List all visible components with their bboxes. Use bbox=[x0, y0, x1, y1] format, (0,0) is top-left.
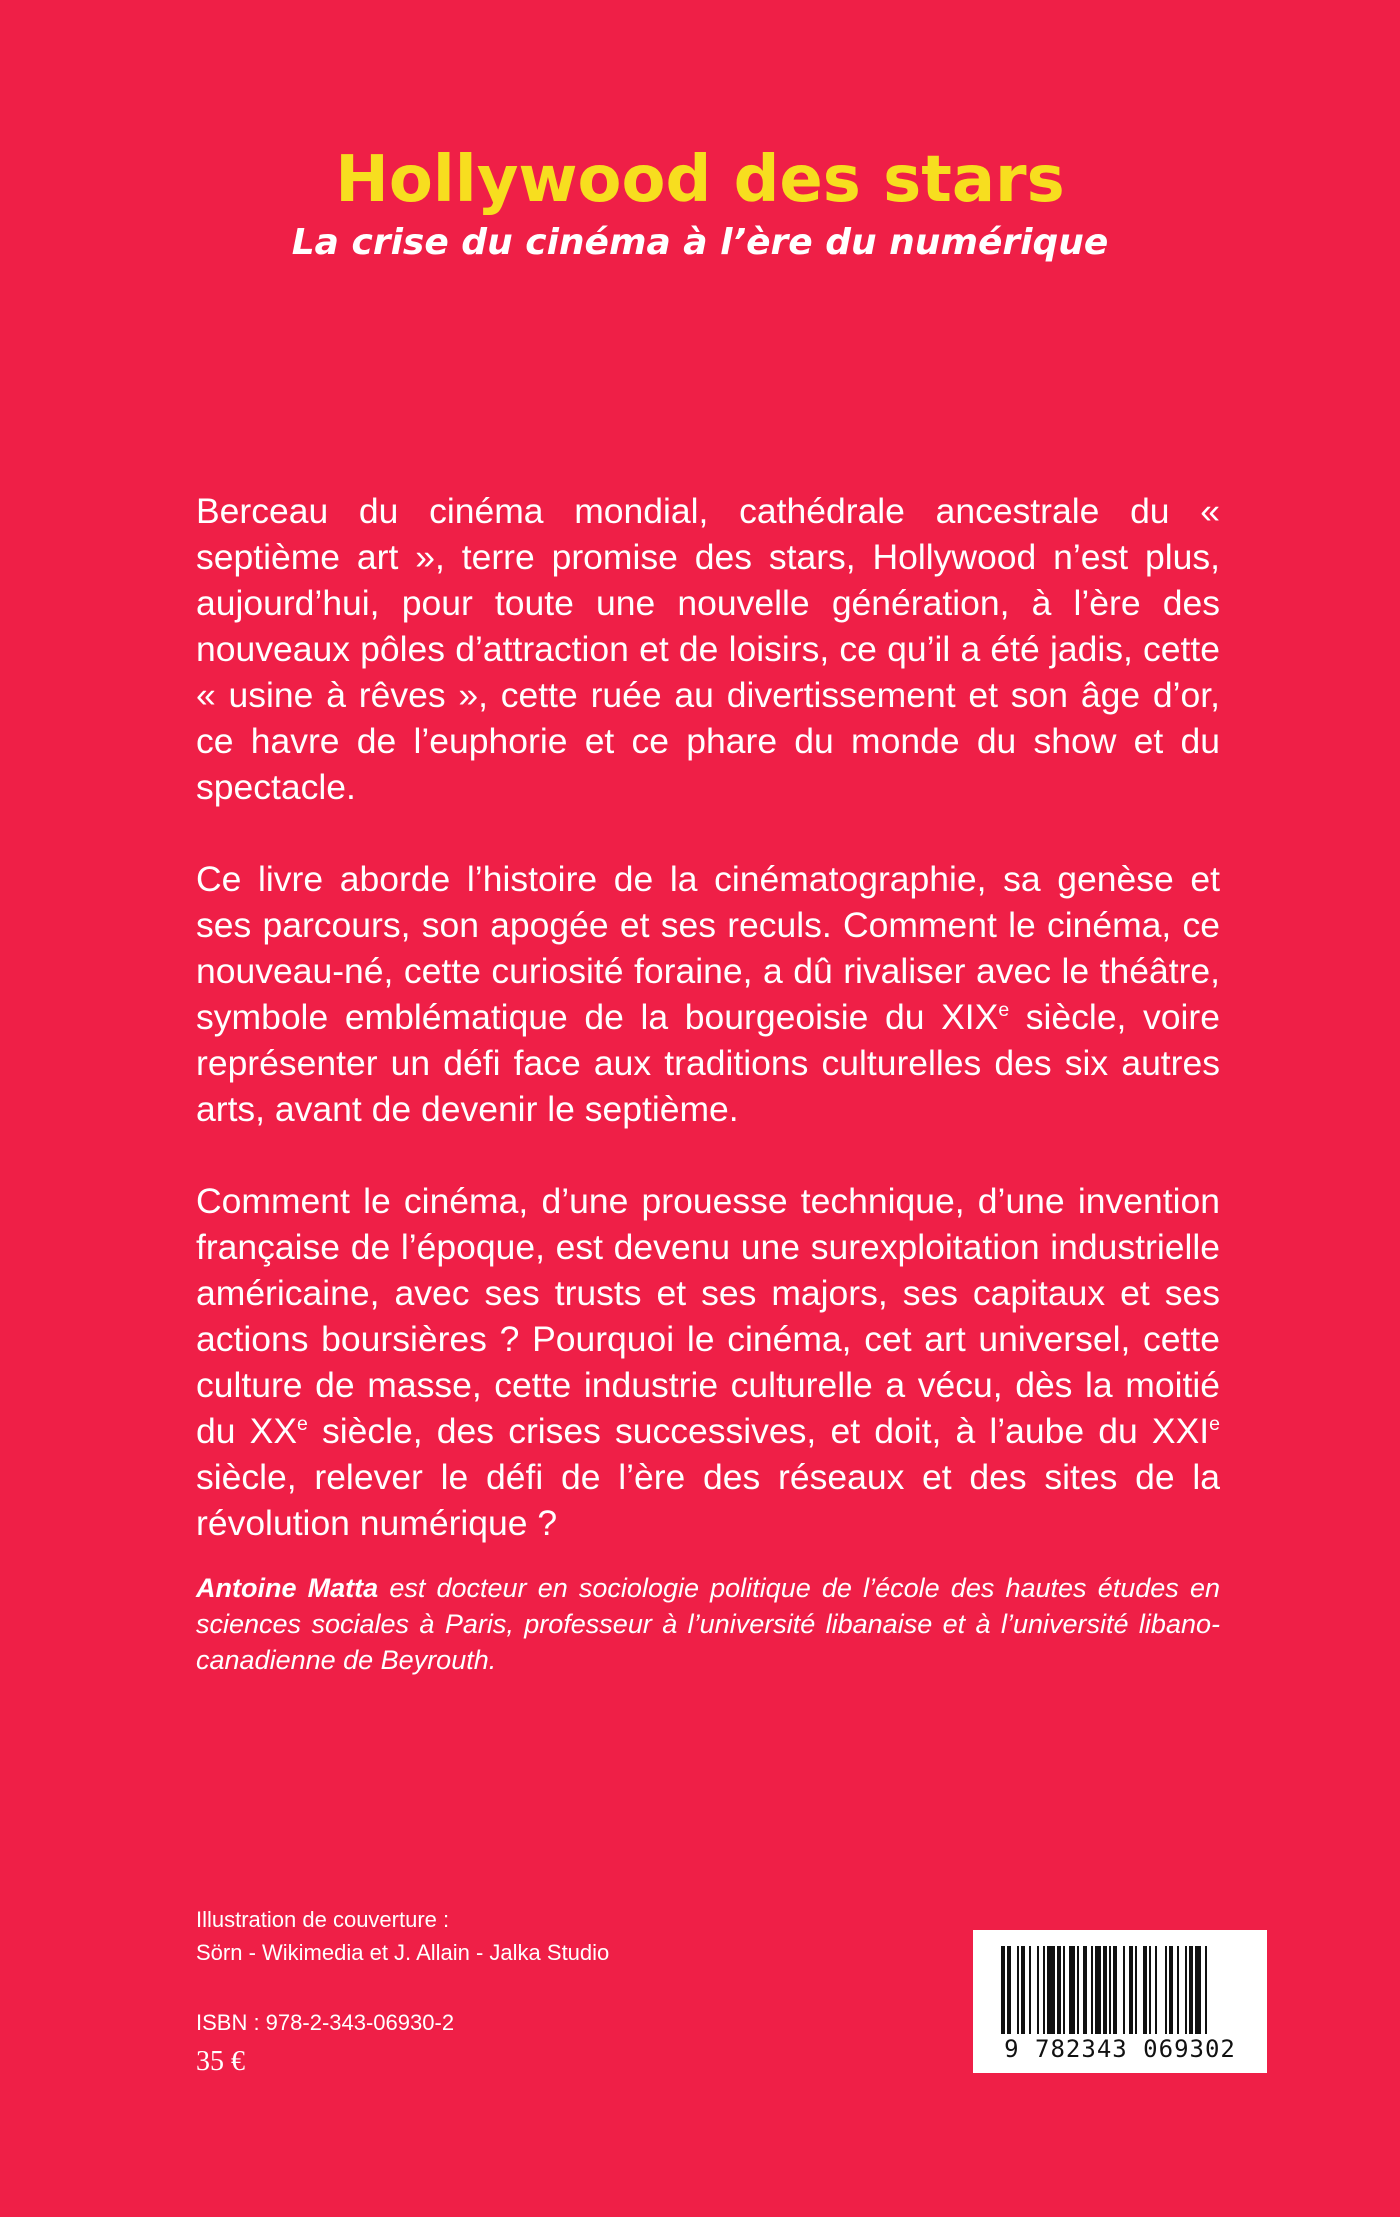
barcode-bar bbox=[1155, 1946, 1157, 2034]
cover-credits bbox=[196, 1903, 609, 1969]
blurb-paragraph-3: Comment le cinéma, d’une prouesse technique, d’une invention française de l’époque, est devenu une surexploitation industrielle américaine, avec ses trusts et ses majors, ses capitaux et ses actions boursières ? Pourquoi le cinéma, cet art universel, cette culture de masse, cette industrie culturelle a vécu, dès la moitié du XXe siècle, des crises successives, et doit, à l’aube du XXIe siècle, relever le défi de l’ère des réseaux et des sites de la révolution numérique ? bbox=[196, 1181, 1221, 1543]
author-bio bbox=[196, 1570, 1220, 1678]
barcode-bar bbox=[1063, 1946, 1065, 2034]
barcode-bar bbox=[1001, 1946, 1005, 2034]
barcode-bar bbox=[1043, 1946, 1045, 2034]
barcode bbox=[973, 1930, 1267, 2073]
barcode-bar bbox=[1165, 1946, 1167, 2034]
barcode-bar bbox=[1113, 1946, 1117, 2034]
barcode-number: 9 782343 069302 bbox=[1004, 2035, 1236, 2063]
barcode-bar bbox=[1091, 1946, 1093, 2034]
barcode-bar bbox=[1195, 1946, 1201, 2034]
blurb-paragraph-1: Berceau du cinéma mondial, cathédrale ancestrale du « septième art », terre promise des stars, Hollywood n’est plus, aujourd’hui, pour toute une nouvelle génération, à l’ère des nouveaux pôles d’attraction et de loisirs, ce qu’il a été jadis, cette « usine à rêves », cette ruée au divertissement et son âge d’or, ce havre de l’euphorie et ce phare du monde du show et du spectacle. bbox=[196, 491, 1220, 807]
barcode-bars bbox=[1001, 1946, 1239, 2034]
barcode-bar bbox=[1177, 1946, 1179, 2034]
barcode-bar bbox=[1069, 1946, 1075, 2034]
barcode-bar bbox=[1103, 1946, 1107, 2034]
barcode-bar bbox=[1135, 1946, 1137, 2034]
barcode-bar bbox=[1109, 1946, 1111, 2034]
barcode-bar bbox=[1129, 1946, 1133, 2034]
barcode-bar bbox=[1083, 1946, 1087, 2034]
barcode-bar bbox=[1037, 1946, 1039, 2034]
price: 35 € bbox=[196, 2046, 245, 2077]
barcode-bar bbox=[1149, 1946, 1151, 2034]
author-name: Antoine Matta bbox=[196, 1573, 379, 1603]
credits-label: Illustration de couverture : bbox=[196, 1907, 450, 1932]
barcode-bar bbox=[1185, 1946, 1187, 2034]
blurb bbox=[196, 488, 1220, 1592]
barcode-bar bbox=[1189, 1946, 1193, 2034]
credits-value: Sörn - Wikimedia et J. Allain - Jalka Studio bbox=[196, 1940, 610, 1965]
blurb-paragraph-2: Ce livre aborde l’histoire de la cinématographie, sa genèse et ses parcours, son apogée et ses reculs. Comment le cinéma, ce nouveau-né, cette curiosité foraine, a dû rivaliser avec le théâtre, symbole emblématique de la bourgeoisie du XIXe siècle, voire représenter un défi face aux traditions culturelles des six autres arts, avant de devenir le septième. bbox=[196, 859, 1220, 1129]
author-bio-text: est docteur en sociologie politique de l’école des hautes études en sciences sociales à Paris, professeur à l’université libanaise et à l’université libano-canadienne de Beyrouth. bbox=[196, 1573, 1220, 1675]
barcode-bar bbox=[1057, 1946, 1061, 2034]
isbn: ISBN : 978-2-343-06930-2 bbox=[196, 2010, 455, 2035]
book-subtitle: La crise du cinéma à l’ère du numérique bbox=[291, 222, 1109, 263]
barcode-bar bbox=[1205, 1946, 1207, 2034]
barcode-bar bbox=[1095, 1946, 1101, 2034]
barcode-bar bbox=[1123, 1946, 1125, 2034]
barcode-bar bbox=[1021, 1946, 1025, 2034]
barcode-bar bbox=[1169, 1946, 1173, 2034]
barcode-bar bbox=[1007, 1946, 1011, 2034]
barcode-bar bbox=[1047, 1946, 1055, 2034]
barcode-bar bbox=[1077, 1946, 1079, 2034]
barcode-bar bbox=[1029, 1946, 1031, 2034]
barcode-bar bbox=[1017, 1946, 1019, 2034]
barcode-bar bbox=[1143, 1946, 1147, 2034]
book-title: Hollywood des stars bbox=[335, 143, 1065, 217]
